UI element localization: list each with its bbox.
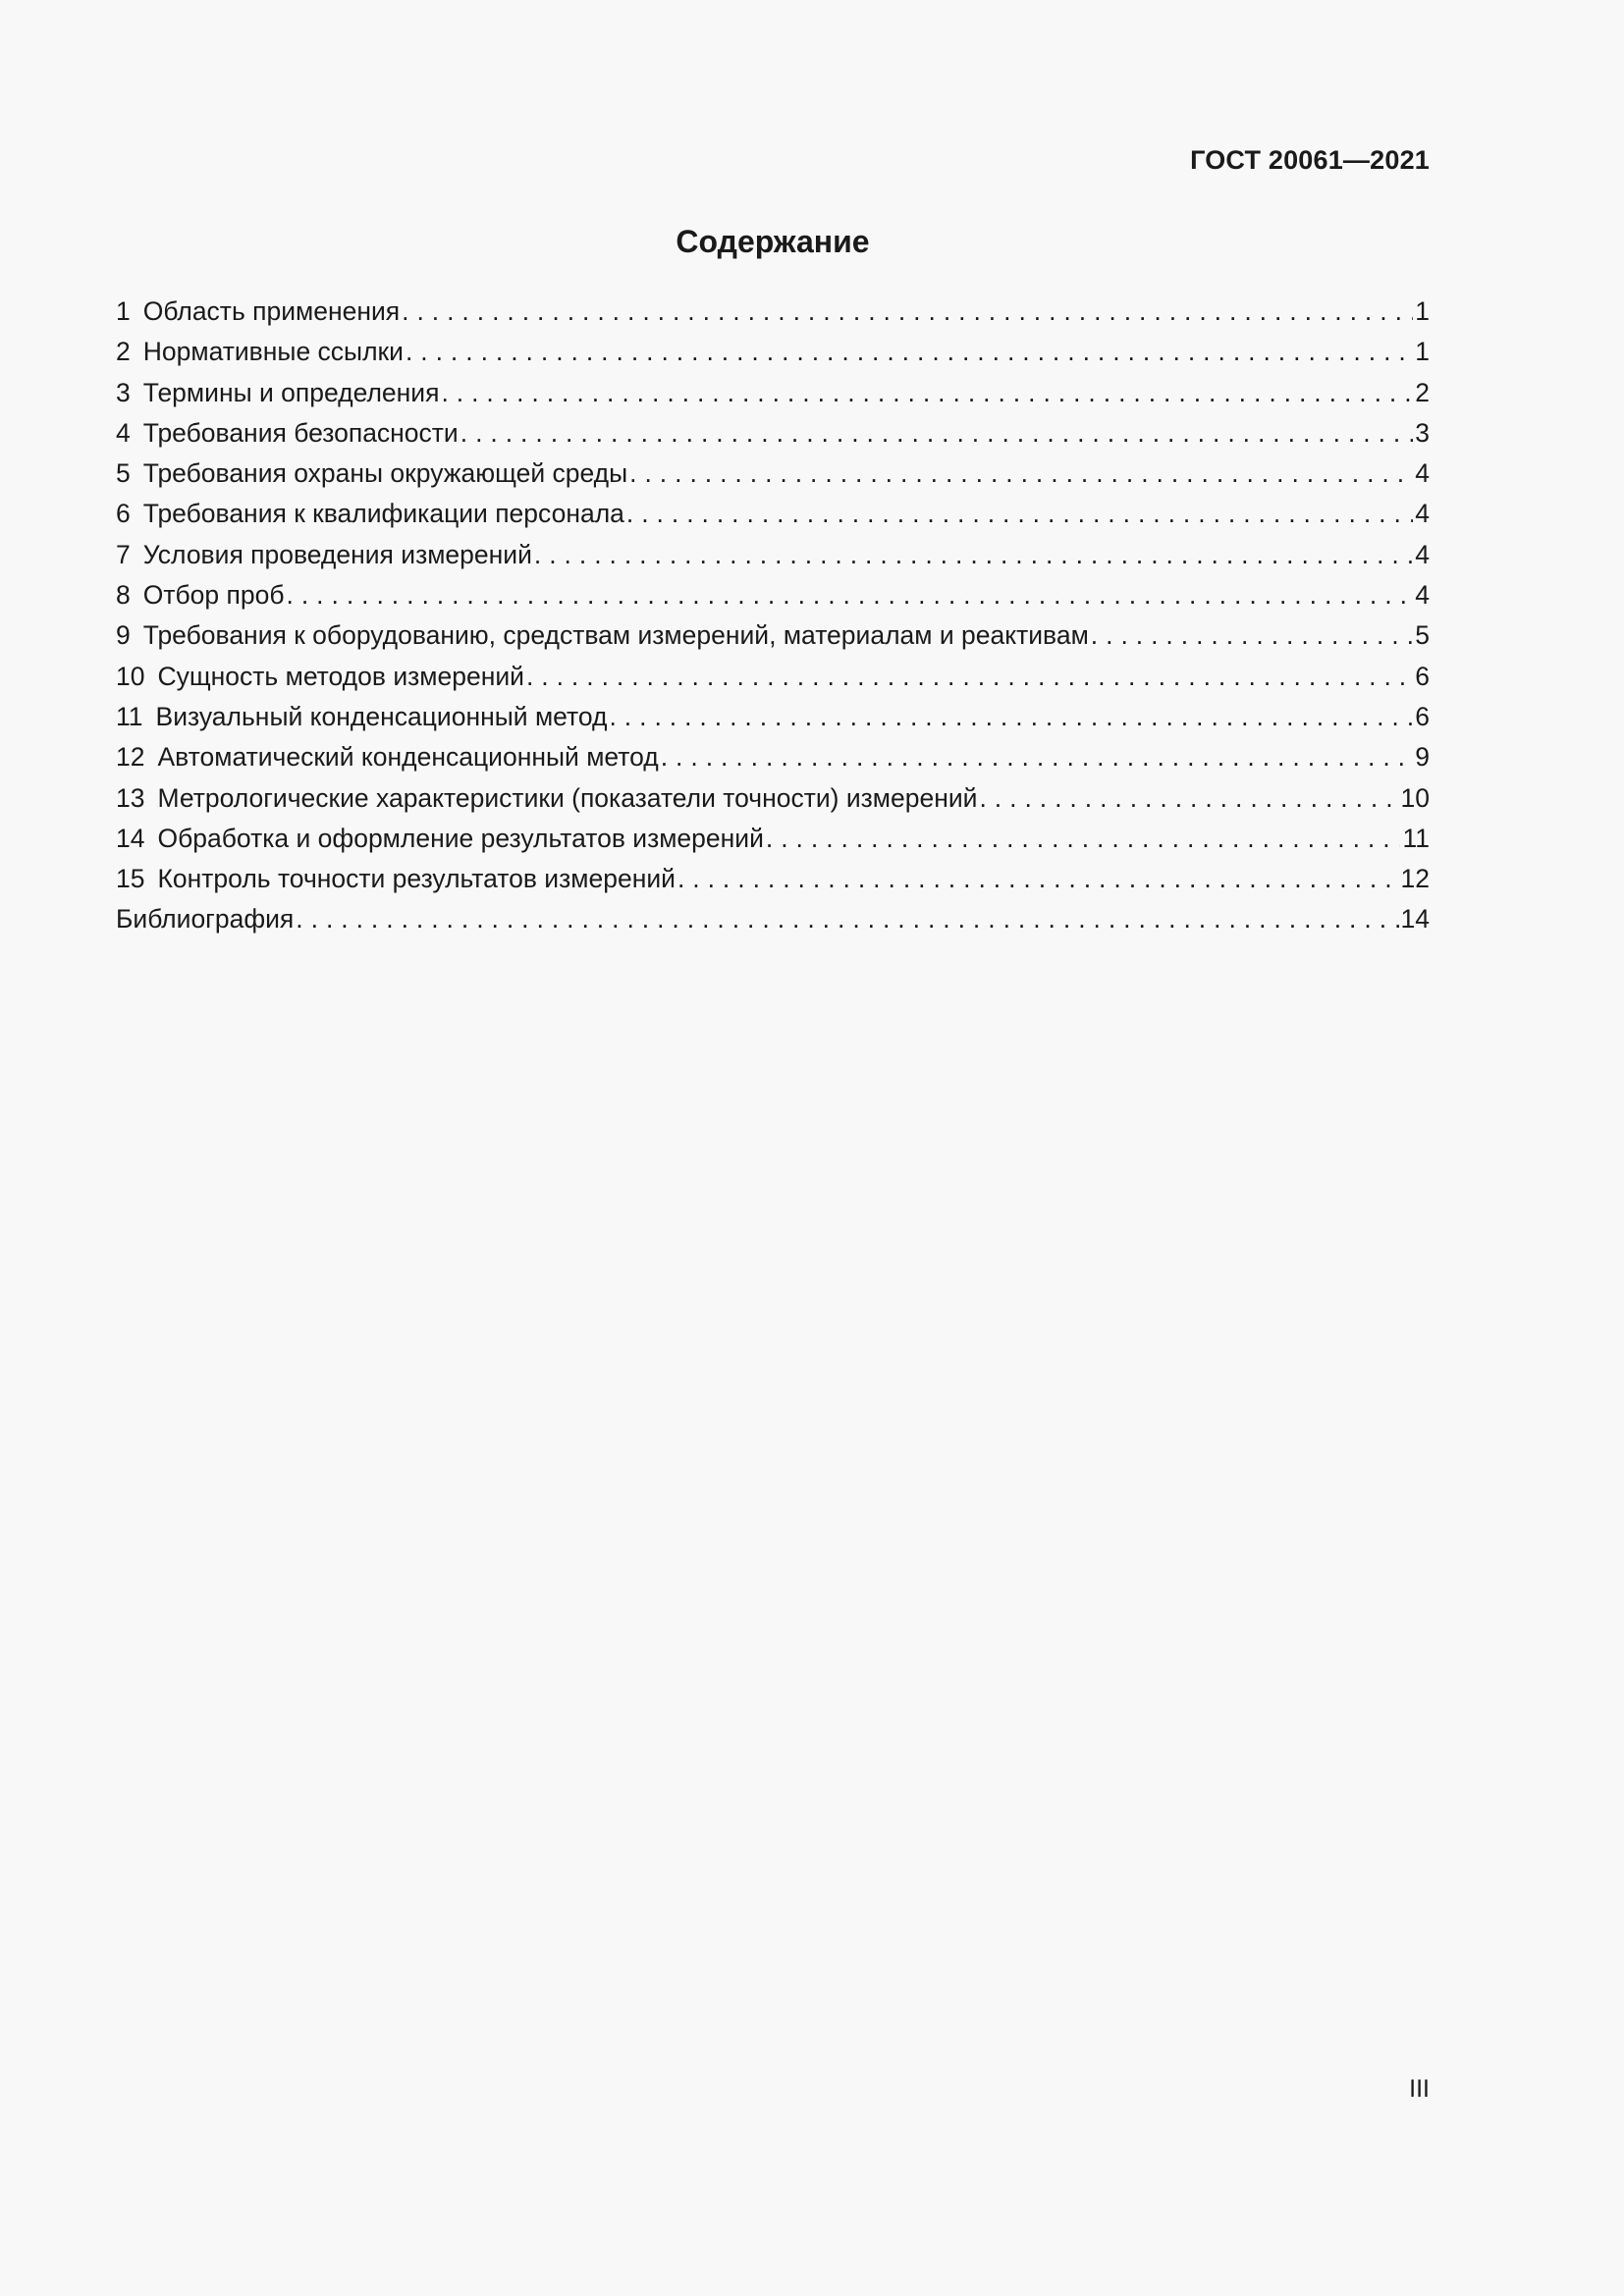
toc-entry-label: Метрологические характеристики (показатели точности) измерений (157, 782, 978, 813)
toc-entry-page: 6 (1415, 701, 1430, 731)
toc-entry[interactable] (116, 778, 1430, 819)
toc-leader-dots (526, 657, 1413, 697)
toc-entry-number: 13 (116, 782, 145, 813)
toc-entry[interactable] (116, 819, 1430, 859)
toc-entry-label: Сущность методов измерений (157, 661, 524, 691)
toc-entry-number: 12 (116, 742, 145, 773)
toc-leader-dots (402, 292, 1413, 332)
toc-leader-dots (1091, 615, 1413, 656)
toc-entry-page: 11 (1402, 823, 1430, 853)
toc-leader-dots (534, 535, 1413, 575)
toc-entry-label: Условия проведения измерений (142, 539, 532, 569)
toc-list (116, 292, 1430, 940)
toc-entry-page: 9 (1415, 742, 1430, 773)
toc-entry-label: Требования к оборудованию, средствам измерений, материалам и реактивам (142, 620, 1089, 651)
toc-entry-number: 3 (116, 377, 131, 407)
toc-entry-page: 4 (1415, 580, 1430, 611)
toc-leader-dots (629, 454, 1413, 494)
toc-entry-page: 12 (1400, 864, 1430, 894)
toc-leader-dots (296, 899, 1398, 939)
toc-leader-dots (406, 332, 1413, 372)
toc-leader-dots (677, 859, 1399, 899)
toc-entry-number: 10 (116, 661, 145, 691)
toc-entry-number: 9 (116, 620, 131, 651)
toc-entry-label: Отбор проб (142, 580, 285, 611)
toc-entry-number: 7 (116, 539, 131, 569)
toc-entry-page: 5 (1415, 620, 1430, 651)
toc-entry[interactable] (116, 292, 1430, 332)
toc-entry-page: 1 (1415, 296, 1430, 326)
toc-leader-dots (287, 575, 1414, 615)
toc-entry-label: Область применения (142, 296, 401, 326)
toc-entry-label: Автоматический конденсационный метод (157, 742, 659, 773)
toc-entry-number: 1 (116, 296, 131, 326)
toc-entry-number: 4 (116, 417, 131, 448)
toc-entry-bibliography[interactable] (116, 899, 1430, 939)
toc-leader-dots (441, 373, 1413, 413)
toc-entry-page: 3 (1415, 417, 1430, 448)
toc-entry-number: 15 (116, 864, 145, 894)
toc-leader-dots (609, 697, 1413, 737)
toc-entry-number: 2 (116, 337, 131, 367)
toc-entry-label: Визуальный конденсационный метод (155, 701, 608, 731)
toc-leader-dots (766, 819, 1401, 859)
toc-entry-page: 1 (1415, 337, 1430, 367)
toc-entry-label: Требования безопасности (142, 417, 459, 448)
toc-leader-dots (661, 737, 1414, 777)
toc-title: Содержание (676, 224, 870, 259)
toc-entry-page: 4 (1415, 539, 1430, 569)
toc-entry-label: Нормативные ссылки (142, 337, 404, 367)
toc-entry[interactable] (116, 575, 1430, 615)
toc-entry-label: Контроль точности результатов измерений (157, 864, 676, 894)
toc-entry[interactable] (116, 373, 1430, 413)
toc-leader-dots (460, 413, 1414, 454)
toc-entry-number: 6 (116, 499, 131, 529)
toc-entry-label: Требования охраны окружающей среды (142, 458, 628, 489)
toc-entry-number: 11 (116, 701, 143, 731)
toc-entry-number: 8 (116, 580, 131, 611)
toc-entry-page: 6 (1415, 661, 1430, 691)
page-number: III (1409, 2075, 1430, 2103)
toc-entry-label: Библиография (116, 904, 295, 934)
toc-entry-page: 4 (1415, 499, 1430, 529)
toc-entry-page: 10 (1400, 782, 1430, 813)
toc-entry[interactable] (116, 697, 1430, 737)
toc-entry[interactable] (116, 413, 1430, 454)
toc-entry[interactable] (116, 657, 1430, 697)
toc-entry[interactable] (116, 332, 1430, 372)
toc-entry[interactable] (116, 494, 1430, 534)
toc-entry-page: 2 (1415, 377, 1430, 407)
toc-entry-label: Термины и определения (142, 377, 440, 407)
toc-entry-label: Обработка и оформление результатов измерений (157, 823, 764, 853)
toc-entry[interactable] (116, 615, 1430, 656)
toc-leader-dots (626, 494, 1413, 534)
toc-entry-label: Требования к квалификации персонала (142, 499, 624, 529)
toc-entry-page: 14 (1400, 904, 1430, 934)
document-code: ГОСТ 20061—2021 (1190, 145, 1430, 175)
toc-leader-dots (979, 778, 1398, 819)
toc-entry-number: 14 (116, 823, 145, 853)
toc-entry-page: 4 (1415, 458, 1430, 489)
toc-entry-number: 5 (116, 458, 131, 489)
toc-entry[interactable] (116, 859, 1430, 899)
toc-entry[interactable] (116, 454, 1430, 494)
toc-entry[interactable] (116, 535, 1430, 575)
toc-entry[interactable] (116, 737, 1430, 777)
